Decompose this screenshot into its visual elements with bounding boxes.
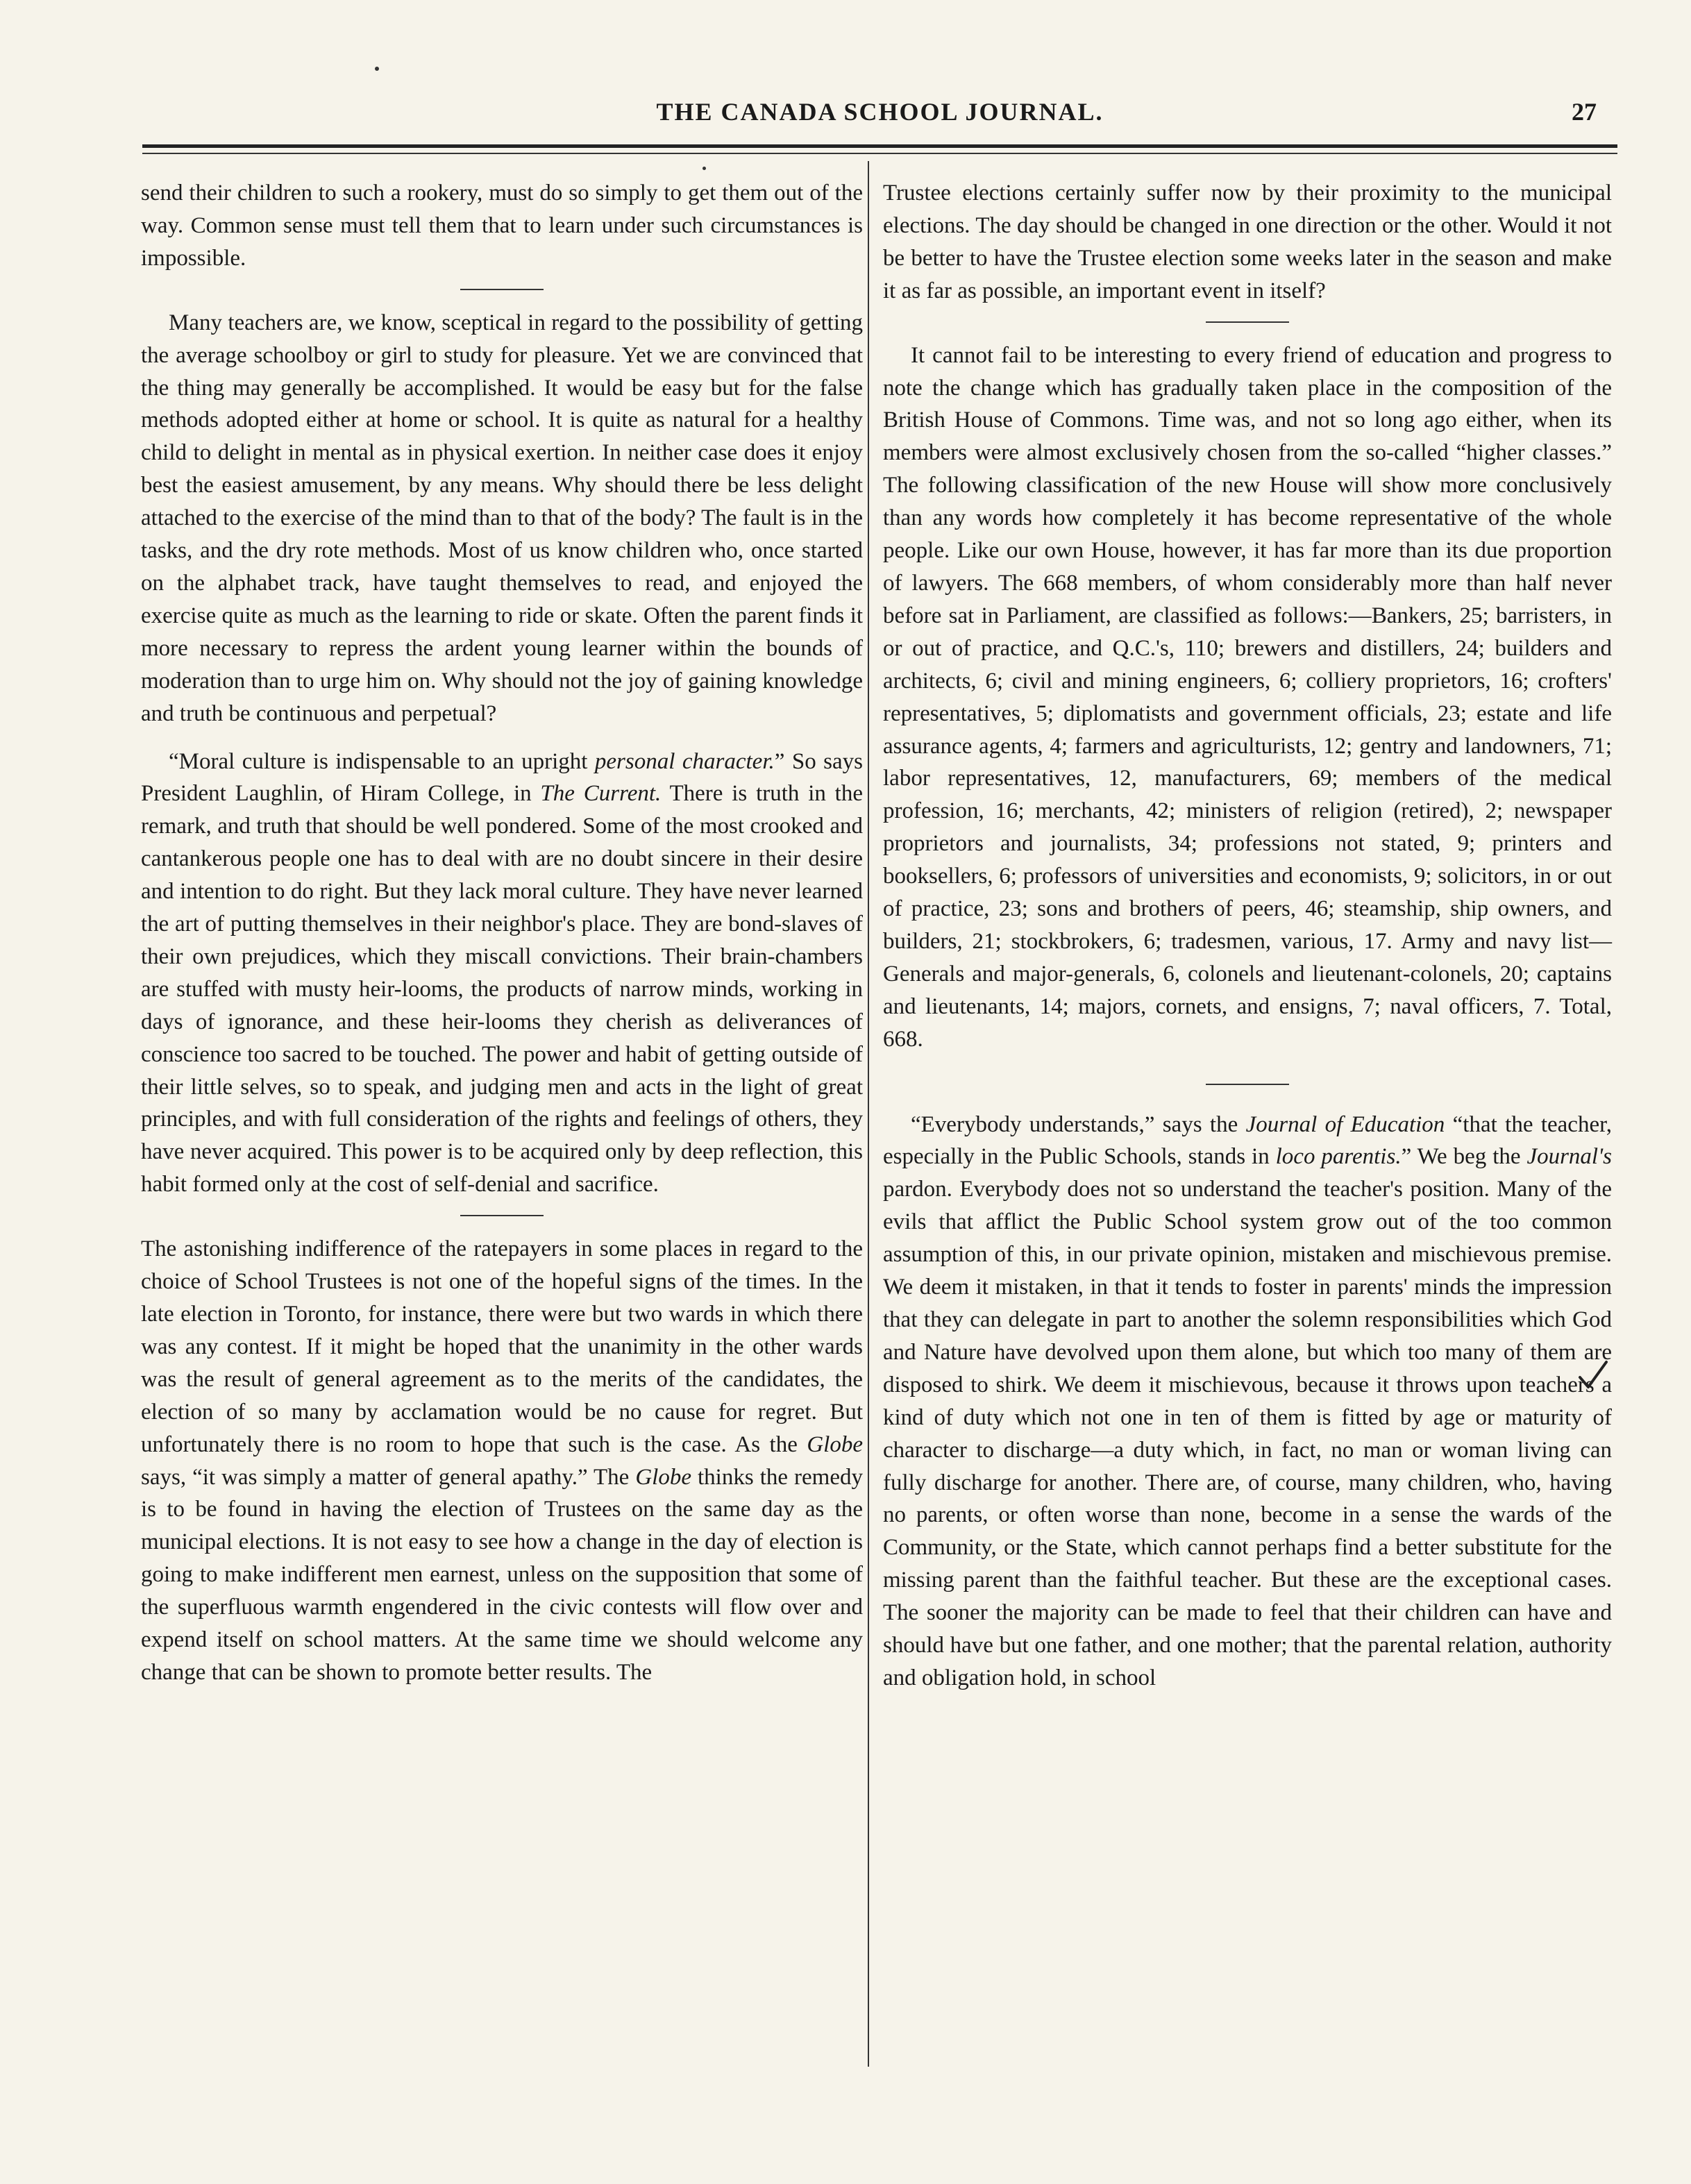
paragraph: send their children to such a rookery, must do so simply to get them out of the way. Common sense must tell them that to learn under such circumstances is impossible. (141, 180, 863, 271)
text-run: There is truth in the remark, and truth that should be well pondered. Some of the most crooked and cantankerous people one has to deal with are no doubt sincere in their desire and intention to do right. But they lack moral culture. They have never learned the art of putting themselves in their neighbor's place. They are bond-slaves of their own prejudices, which they miscall convictions. Their brain-chambers are stuffed with musty heir-looms, the products of narrow minds, working in days of ignorance, and these heir-looms they cherish as deliverances of conscience too sacred to be touched. The power and habit of getting outside of their little selves, so to speak, and judging men and acts in the light of great principles, and with full consideration of the rights and feelings of others, they have never acquired. This power is to be acquired only by deep reflection, this habit formed only at the cost of self-denial and sacrifice. (141, 781, 863, 1198)
page-header (142, 97, 1617, 139)
running-title: THE CANADA SCHOOL JOURNAL. (656, 98, 1104, 126)
text-run: ” We beg the (1401, 1144, 1527, 1170)
header-rule-thick (142, 144, 1617, 148)
left-column (141, 177, 863, 1689)
italic-text: Journal of Education (1245, 1111, 1445, 1137)
italic-text: The Current. (540, 781, 662, 807)
paragraph: It cannot fail to be interesting to every friend of education and progress to note the change which has gradually taken place in the composition of the British House of Commons. Time was, and not so long ago either, when its members were almost exclusively chosen from the so-called “higher classes.” The following classification of the new House will show more conclusively than any words how completely it has become representative of the whole people. Like our own House, however, it has far more than its due proportion of lawyers. The 668 members, of whom considerably more than half never before sat in Parliament, are classified as follows:—Bankers, 25; barristers, in or out of practice, and Q.C.'s, 110; brewers and distillers, 24; builders and architects, 6; civil and mining engineers, 6; colliery proprietors, 16; crofters' representatives, 5; diplomatists and government officials, 23; estate and life assurance agents, 4; farmers and agriculturists, 12; gentry and landowners, 71; labor representatives, 12, manufacturers, 69; members of the medical profession, 16; merchants, 42; ministers of religion (retired), 2; newspaper proprietors and journalists, 34; professions not stated, 9; printers and booksellers, 6; professors of universities and economists, 9; solicitors, in or out of practice, 23; sons and brothers of peers, 46; steamship, ship owners, and builders, 21; stockbrokers, 6; tradesmen, various, 17. Army and navy list—Generals and major-generals, 6, colonels and lieutenant-colonels, 20; captains and lieutenants, 14; majors, cornets, and ensigns, 7; naval officers, 7. Total, 668. (883, 342, 1612, 1052)
italic-text: Globe (807, 1431, 863, 1457)
text-run: “Everybody understands,” says the (911, 1111, 1246, 1137)
text-run: pardon. Everybody does not so understand the teacher's position. Many of the evils that afflict the Public School system grow out of the too common assumption of this, in our private opinion, mistaken and mischievous premise. We deem it mistaken, in that it tends to foster in parents' minds the impression that they can delegate in part to another the solemn responsibilities which God and Nature have devolved upon them alone, but which too many of them are disposed to shirk. We deem it mischievous, because it throws upon teachers a kind of duty which not one in ten of them is fitted by age or maturity of character to discharge—a duty which, in fact, no man or woman living can fully discharge for another. There are, of course, many children, who, having no parents, or often worse than none, become in a sense the wards of the Community, or the State, which cannot perhaps find a better substitute for the missing parent than the faithful teacher. But these are the exceptional cases. The sooner the majority can be made to feel that their children can have and should have but one father, and one mother; that the parental relation, authority and obligation hold, in school (883, 1177, 1612, 1690)
paragraph: Many teachers are, we know, sceptical in regard to the possibility of getting the average schoolboy or girl to study for pleasure. Yet we are convinced that the thing may generally be accomplished. It would be easy but for the false methods adopted either at home or school. It is quite as natural for a healthy child to delight in mental as in physical exertion. In neither case does it enjoy best the easiest amusement, by any means. Why should there be less delight attached to the exercise of the mind than to that of the body? The fault is in the tasks, and the dry rote methods. Most of us know children who, once started on the alphabet track, have taught themselves to read, and enjoyed the exercise quite as much as the learning to ride or skate. Often the parent finds it more necessary to repress the ardent young learner within the bounds of moderation than to urge him on. Why should not the joy of gaining knowledge and truth be continuous and perpetual? (141, 310, 863, 726)
check-mark-icon (1577, 1359, 1609, 1391)
text-run: thinks the remedy is to be found in having the election of Trustees on the same day as the municipal elections. It is not easy to see how a change in the day of election is going to make indifferent men earnest, unless on the supposition that some of the superfluous warmth engendered in the civic contests will flow over and expend itself on school matters. At the same time we should welcome any change that can be shown to promote better results. The (141, 1464, 863, 1685)
page-number: 27 (1572, 98, 1597, 126)
italic-text: loco parentis. (1275, 1144, 1402, 1170)
paragraph (883, 1109, 1612, 1695)
text-run: “that the teacher, especially in the Public Schools, stands in (883, 1111, 1613, 1170)
header-rule-thin (142, 153, 1617, 154)
right-column (883, 177, 1612, 1695)
paragraph (141, 1233, 863, 1689)
text-run: The astonishing indifference of the ratepayers in some places in regard to the choice of School Trustees is not one of the hopeful signs of the times. In the late election in Toronto, for instance, there were but two wards in which there was any contest. If it might be hoped that the unanimity in the other wards was the result of general agreement as to the merits of the candidates, the election of so many by acclamation would be no cause for regret. But unfortunately there is no room to hope that such is the case. As the (141, 1236, 863, 1457)
italic-text: Journal's (1526, 1144, 1612, 1170)
section-separator (1206, 1084, 1289, 1085)
paragraph (141, 746, 863, 1202)
text-run: “Moral culture is indispensable to an upright (169, 748, 595, 774)
section-separator (1206, 321, 1289, 323)
italic-text: Globe (635, 1464, 691, 1490)
italic-text: personal character. (594, 748, 775, 774)
column-divider (868, 161, 869, 2067)
ink-speck (703, 167, 706, 170)
section-separator (460, 289, 544, 290)
text-run: ” So says President Laughlin, of Hiram College, in (141, 748, 863, 807)
text-run: says, “it was simply a matter of general apathy.” The (141, 1464, 636, 1490)
paragraph: Trustee elections certainly suffer now by their proximity to the municipal elections. The day should be changed in one direction or the other. Would it not be better to have the Trustee election some weeks later in the season and make it as far as possible, an important event in itself? (883, 180, 1612, 303)
ink-speck (375, 67, 379, 71)
section-separator (460, 1215, 544, 1216)
